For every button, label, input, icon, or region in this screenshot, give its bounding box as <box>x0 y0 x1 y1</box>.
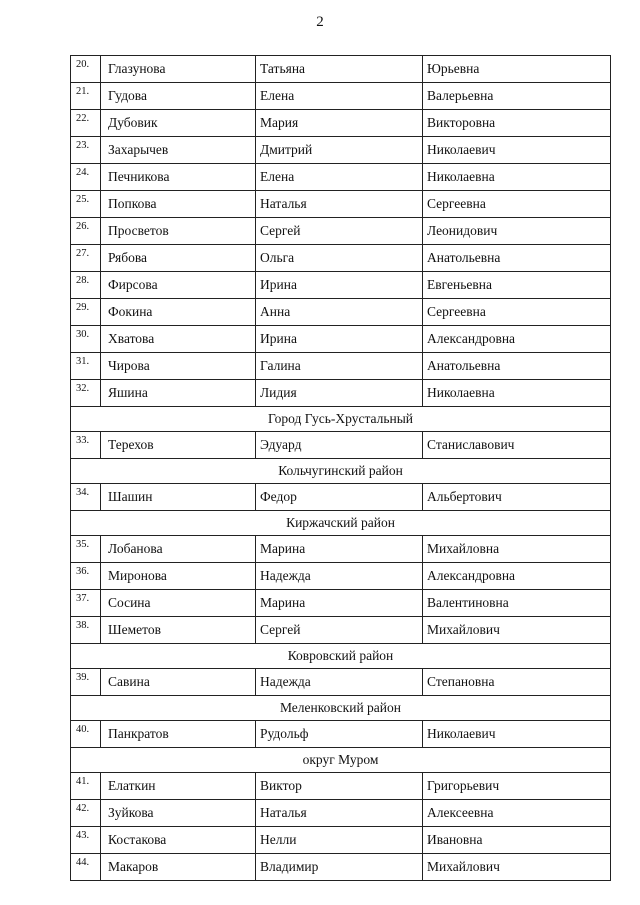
row-number: 31. <box>71 353 101 380</box>
last-name-cell: Просветов <box>101 218 256 245</box>
section-header-row <box>71 511 611 536</box>
patronymic-cell: Николаевна <box>423 164 611 191</box>
first-name-cell: Сергей <box>256 218 423 245</box>
row-number: 27. <box>71 245 101 272</box>
last-name-cell: Панкратов <box>101 721 256 748</box>
table-row <box>71 326 611 353</box>
last-name-cell: Шашин <box>101 484 256 511</box>
patronymic-cell: Евгеньевна <box>423 272 611 299</box>
patronymic-cell: Сергеевна <box>423 191 611 218</box>
table-row <box>71 669 611 696</box>
section-header-row <box>71 644 611 669</box>
row-number: 39. <box>71 669 101 696</box>
first-name-cell: Марина <box>256 536 423 563</box>
row-number: 40. <box>71 721 101 748</box>
first-name-cell: Надежда <box>256 563 423 590</box>
table-row <box>71 110 611 137</box>
table-row <box>71 56 611 83</box>
first-name-cell: Анна <box>256 299 423 326</box>
patronymic-cell: Валерьевна <box>423 83 611 110</box>
section-title: Город Гусь-Хрустальный <box>71 407 611 432</box>
table-row <box>71 137 611 164</box>
table-row <box>71 272 611 299</box>
patronymic-cell: Юрьевна <box>423 56 611 83</box>
last-name-cell: Фирсова <box>101 272 256 299</box>
first-name-cell: Лидия <box>256 380 423 407</box>
section-header-row <box>71 459 611 484</box>
row-number: 33. <box>71 432 101 459</box>
patronymic-cell: Анатольевна <box>423 245 611 272</box>
last-name-cell: Шеметов <box>101 617 256 644</box>
row-number: 38. <box>71 617 101 644</box>
first-name-cell: Елена <box>256 164 423 191</box>
last-name-cell: Рябова <box>101 245 256 272</box>
table-row <box>71 83 611 110</box>
table-row <box>71 432 611 459</box>
first-name-cell: Виктор <box>256 773 423 800</box>
first-name-cell: Наталья <box>256 800 423 827</box>
row-number: 41. <box>71 773 101 800</box>
last-name-cell: Лобанова <box>101 536 256 563</box>
first-name-cell: Нелли <box>256 827 423 854</box>
first-name-cell: Ольга <box>256 245 423 272</box>
table-row <box>71 164 611 191</box>
section-header-row <box>71 696 611 721</box>
first-name-cell: Ирина <box>256 272 423 299</box>
row-number: 44. <box>71 854 101 881</box>
row-number: 28. <box>71 272 101 299</box>
last-name-cell: Гудова <box>101 83 256 110</box>
table-row <box>71 218 611 245</box>
row-number: 20. <box>71 56 101 83</box>
patronymic-cell: Степановна <box>423 669 611 696</box>
last-name-cell: Костакова <box>101 827 256 854</box>
section-title: Меленковский район <box>71 696 611 721</box>
patronymic-cell: Валентиновна <box>423 590 611 617</box>
row-number: 23. <box>71 137 101 164</box>
table-row <box>71 245 611 272</box>
first-name-cell: Эдуард <box>256 432 423 459</box>
last-name-cell: Зуйкова <box>101 800 256 827</box>
last-name-cell: Фокина <box>101 299 256 326</box>
table-row <box>71 721 611 748</box>
last-name-cell: Захарычев <box>101 137 256 164</box>
row-number: 34. <box>71 484 101 511</box>
table-row <box>71 353 611 380</box>
row-number: 37. <box>71 590 101 617</box>
first-name-cell: Елена <box>256 83 423 110</box>
last-name-cell: Дубовик <box>101 110 256 137</box>
first-name-cell: Марина <box>256 590 423 617</box>
row-number: 30. <box>71 326 101 353</box>
last-name-cell: Макаров <box>101 854 256 881</box>
patronymic-cell: Григорьевич <box>423 773 611 800</box>
row-number: 29. <box>71 299 101 326</box>
section-header-row <box>71 748 611 773</box>
patronymic-cell: Николаевич <box>423 721 611 748</box>
first-name-cell: Сергей <box>256 617 423 644</box>
patronymic-cell: Альбертович <box>423 484 611 511</box>
patronymic-cell: Леонидович <box>423 218 611 245</box>
patronymic-cell: Александровна <box>423 326 611 353</box>
patronymic-cell: Николаевна <box>423 380 611 407</box>
row-number: 21. <box>71 83 101 110</box>
section-title: Ковровский район <box>71 644 611 669</box>
first-name-cell: Наталья <box>256 191 423 218</box>
last-name-cell: Терехов <box>101 432 256 459</box>
table-row <box>71 617 611 644</box>
patronymic-cell: Николаевич <box>423 137 611 164</box>
row-number: 24. <box>71 164 101 191</box>
last-name-cell: Сосина <box>101 590 256 617</box>
row-number: 35. <box>71 536 101 563</box>
first-name-cell: Мария <box>256 110 423 137</box>
row-number: 26. <box>71 218 101 245</box>
last-name-cell: Елаткин <box>101 773 256 800</box>
table-row <box>71 854 611 881</box>
patronymic-cell: Викторовна <box>423 110 611 137</box>
table-row <box>71 380 611 407</box>
patronymic-cell: Ивановна <box>423 827 611 854</box>
table-row <box>71 590 611 617</box>
table-row <box>71 299 611 326</box>
section-header-row <box>71 407 611 432</box>
page-number: 2 <box>316 14 324 30</box>
table-row <box>71 191 611 218</box>
patronymic-cell: Сергеевна <box>423 299 611 326</box>
table-row <box>71 484 611 511</box>
last-name-cell: Глазунова <box>101 56 256 83</box>
patronymic-cell: Александровна <box>423 563 611 590</box>
last-name-cell: Савина <box>101 669 256 696</box>
first-name-cell: Ирина <box>256 326 423 353</box>
first-name-cell: Татьяна <box>256 56 423 83</box>
table-row <box>71 773 611 800</box>
table-row <box>71 563 611 590</box>
section-title: Киржачский район <box>71 511 611 536</box>
section-title: округ Муром <box>71 748 611 773</box>
last-name-cell: Миронова <box>101 563 256 590</box>
first-name-cell: Галина <box>256 353 423 380</box>
row-number: 22. <box>71 110 101 137</box>
last-name-cell: Хватова <box>101 326 256 353</box>
table-row <box>71 536 611 563</box>
patronymic-cell: Михайловна <box>423 536 611 563</box>
table-row <box>71 800 611 827</box>
first-name-cell: Надежда <box>256 669 423 696</box>
roster-table <box>70 55 611 881</box>
last-name-cell: Чирова <box>101 353 256 380</box>
row-number: 43. <box>71 827 101 854</box>
row-number: 42. <box>71 800 101 827</box>
row-number: 32. <box>71 380 101 407</box>
patronymic-cell: Алексеевна <box>423 800 611 827</box>
patronymic-cell: Михайлович <box>423 854 611 881</box>
last-name-cell: Яшина <box>101 380 256 407</box>
patronymic-cell: Михайлович <box>423 617 611 644</box>
row-number: 36. <box>71 563 101 590</box>
roster-body <box>71 56 611 881</box>
section-title: Кольчугинский район <box>71 459 611 484</box>
first-name-cell: Владимир <box>256 854 423 881</box>
table-row <box>71 827 611 854</box>
row-number: 25. <box>71 191 101 218</box>
first-name-cell: Рудольф <box>256 721 423 748</box>
first-name-cell: Федор <box>256 484 423 511</box>
patronymic-cell: Анатольевна <box>423 353 611 380</box>
first-name-cell: Дмитрий <box>256 137 423 164</box>
last-name-cell: Попкова <box>101 191 256 218</box>
patronymic-cell: Станиславович <box>423 432 611 459</box>
last-name-cell: Печникова <box>101 164 256 191</box>
